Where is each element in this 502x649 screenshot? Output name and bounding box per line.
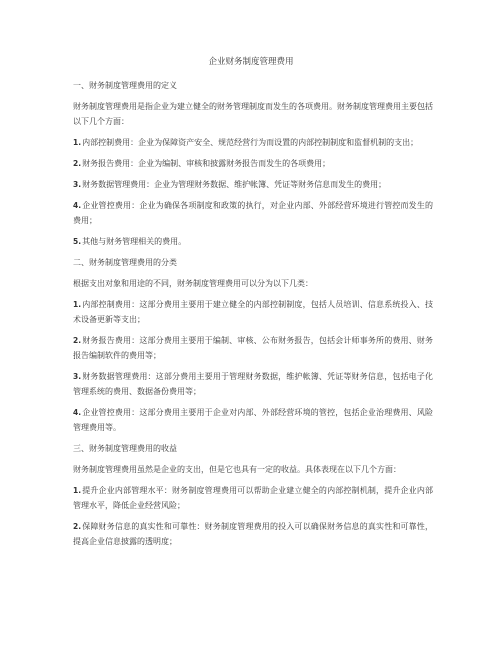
section-intro: 财务制度管理费用虽然是企业的支出，但是它也具有一定的收益。具体表现在以下几个方面： (73, 465, 401, 474)
list-item-number: 3. (73, 180, 82, 189)
list-item-text: 提升企业内部管理水平：财务制度管理费用可以帮助企业建立健全的内部控制机制，提升企业内部管理水平，降低企业经营风险； (73, 486, 433, 510)
list-item-text: 其他与财务管理相关的费用。 (82, 237, 187, 246)
list-item-number: 1. (73, 486, 82, 495)
document-body (73, 78, 433, 555)
list-item-number: 5. (73, 237, 82, 246)
list-item (73, 177, 433, 192)
list-item-text: 财务数据管理费用：企业为管理财务数据、维护帐簿、凭证等财务信息而发生的费用； (82, 180, 387, 189)
list-item-number: 2. (73, 522, 82, 531)
section-intro: 根据支出对象和用途的不同，财务制度管理费用可以分为以下几类： (73, 279, 313, 288)
section-heading: 三、财务制度管理费用的收益 (73, 444, 177, 453)
list-item-text: 内部控制费用：这部分费用主要用于建立健全的内部控制制度，包括人员培训、信息系统投入、技术设备更新等支出； (73, 300, 433, 324)
list-item (73, 234, 433, 249)
list-item (73, 369, 433, 399)
list-item-number: 4. (73, 201, 82, 210)
list-item-number: 1. (73, 300, 82, 309)
document-title: 企业财务制度管理费用 (208, 57, 294, 67)
list-item-text: 财务报告费用：企业为编制、审核和披露财务报告而发生的各项费用； (82, 159, 331, 168)
section-heading: 一、财务制度管理费用的定义 (73, 81, 177, 90)
list-item-text: 内部控制费用：企业为保障资产安全、规范经营行为而设置的内部控制制度和监督机制的支出； (82, 138, 419, 147)
list-item-number: 4. (73, 408, 82, 417)
list-item-text: 保障财务信息的真实性和可靠性：财务制度管理费用的投入可以确保财务信息的真实性和可靠性，提高企业信息披露的透明度； (73, 522, 433, 546)
list-item-number: 3. (73, 372, 82, 381)
list-item (73, 198, 433, 228)
list-item-text: 财务数据管理费用：这部分费用主要用于管理财务数据，维护帐簿、凭证等财务信息，包括电子化管理系统的费用、数据备份费用等； (73, 372, 433, 396)
list-item (73, 333, 433, 363)
section-intro: 财务制度管理费用是指企业为建立健全的财务管理制度而发生的各项费用。财务制度管理费用主要包括以下几个方面： (73, 102, 433, 126)
list-item (73, 519, 433, 549)
list-item (73, 135, 433, 150)
list-item (73, 405, 433, 435)
list-item-number: 2. (73, 159, 82, 168)
section-heading: 二、财务制度管理费用的分类 (73, 258, 177, 267)
list-item (73, 156, 433, 171)
list-item-number: 1. (73, 138, 82, 147)
list-item (73, 297, 433, 327)
list-item-text: 企业管控费用：企业为确保各项制度和政策的执行，对企业内部、外部经营环境进行管控而发生的费用； (73, 201, 433, 225)
list-item-text: 企业管控费用：这部分费用主要用于企业对内部、外部经营环境的管控，包括企业治理费用、风险管理费用等。 (73, 408, 433, 432)
list-item-text: 财务报告费用：这部分费用主要用于编制、审核、公布财务报告，包括会计师事务所的费用、财务报告编制软件的费用等； (73, 336, 433, 360)
list-item (73, 483, 433, 513)
list-item-number: 2. (73, 336, 82, 345)
